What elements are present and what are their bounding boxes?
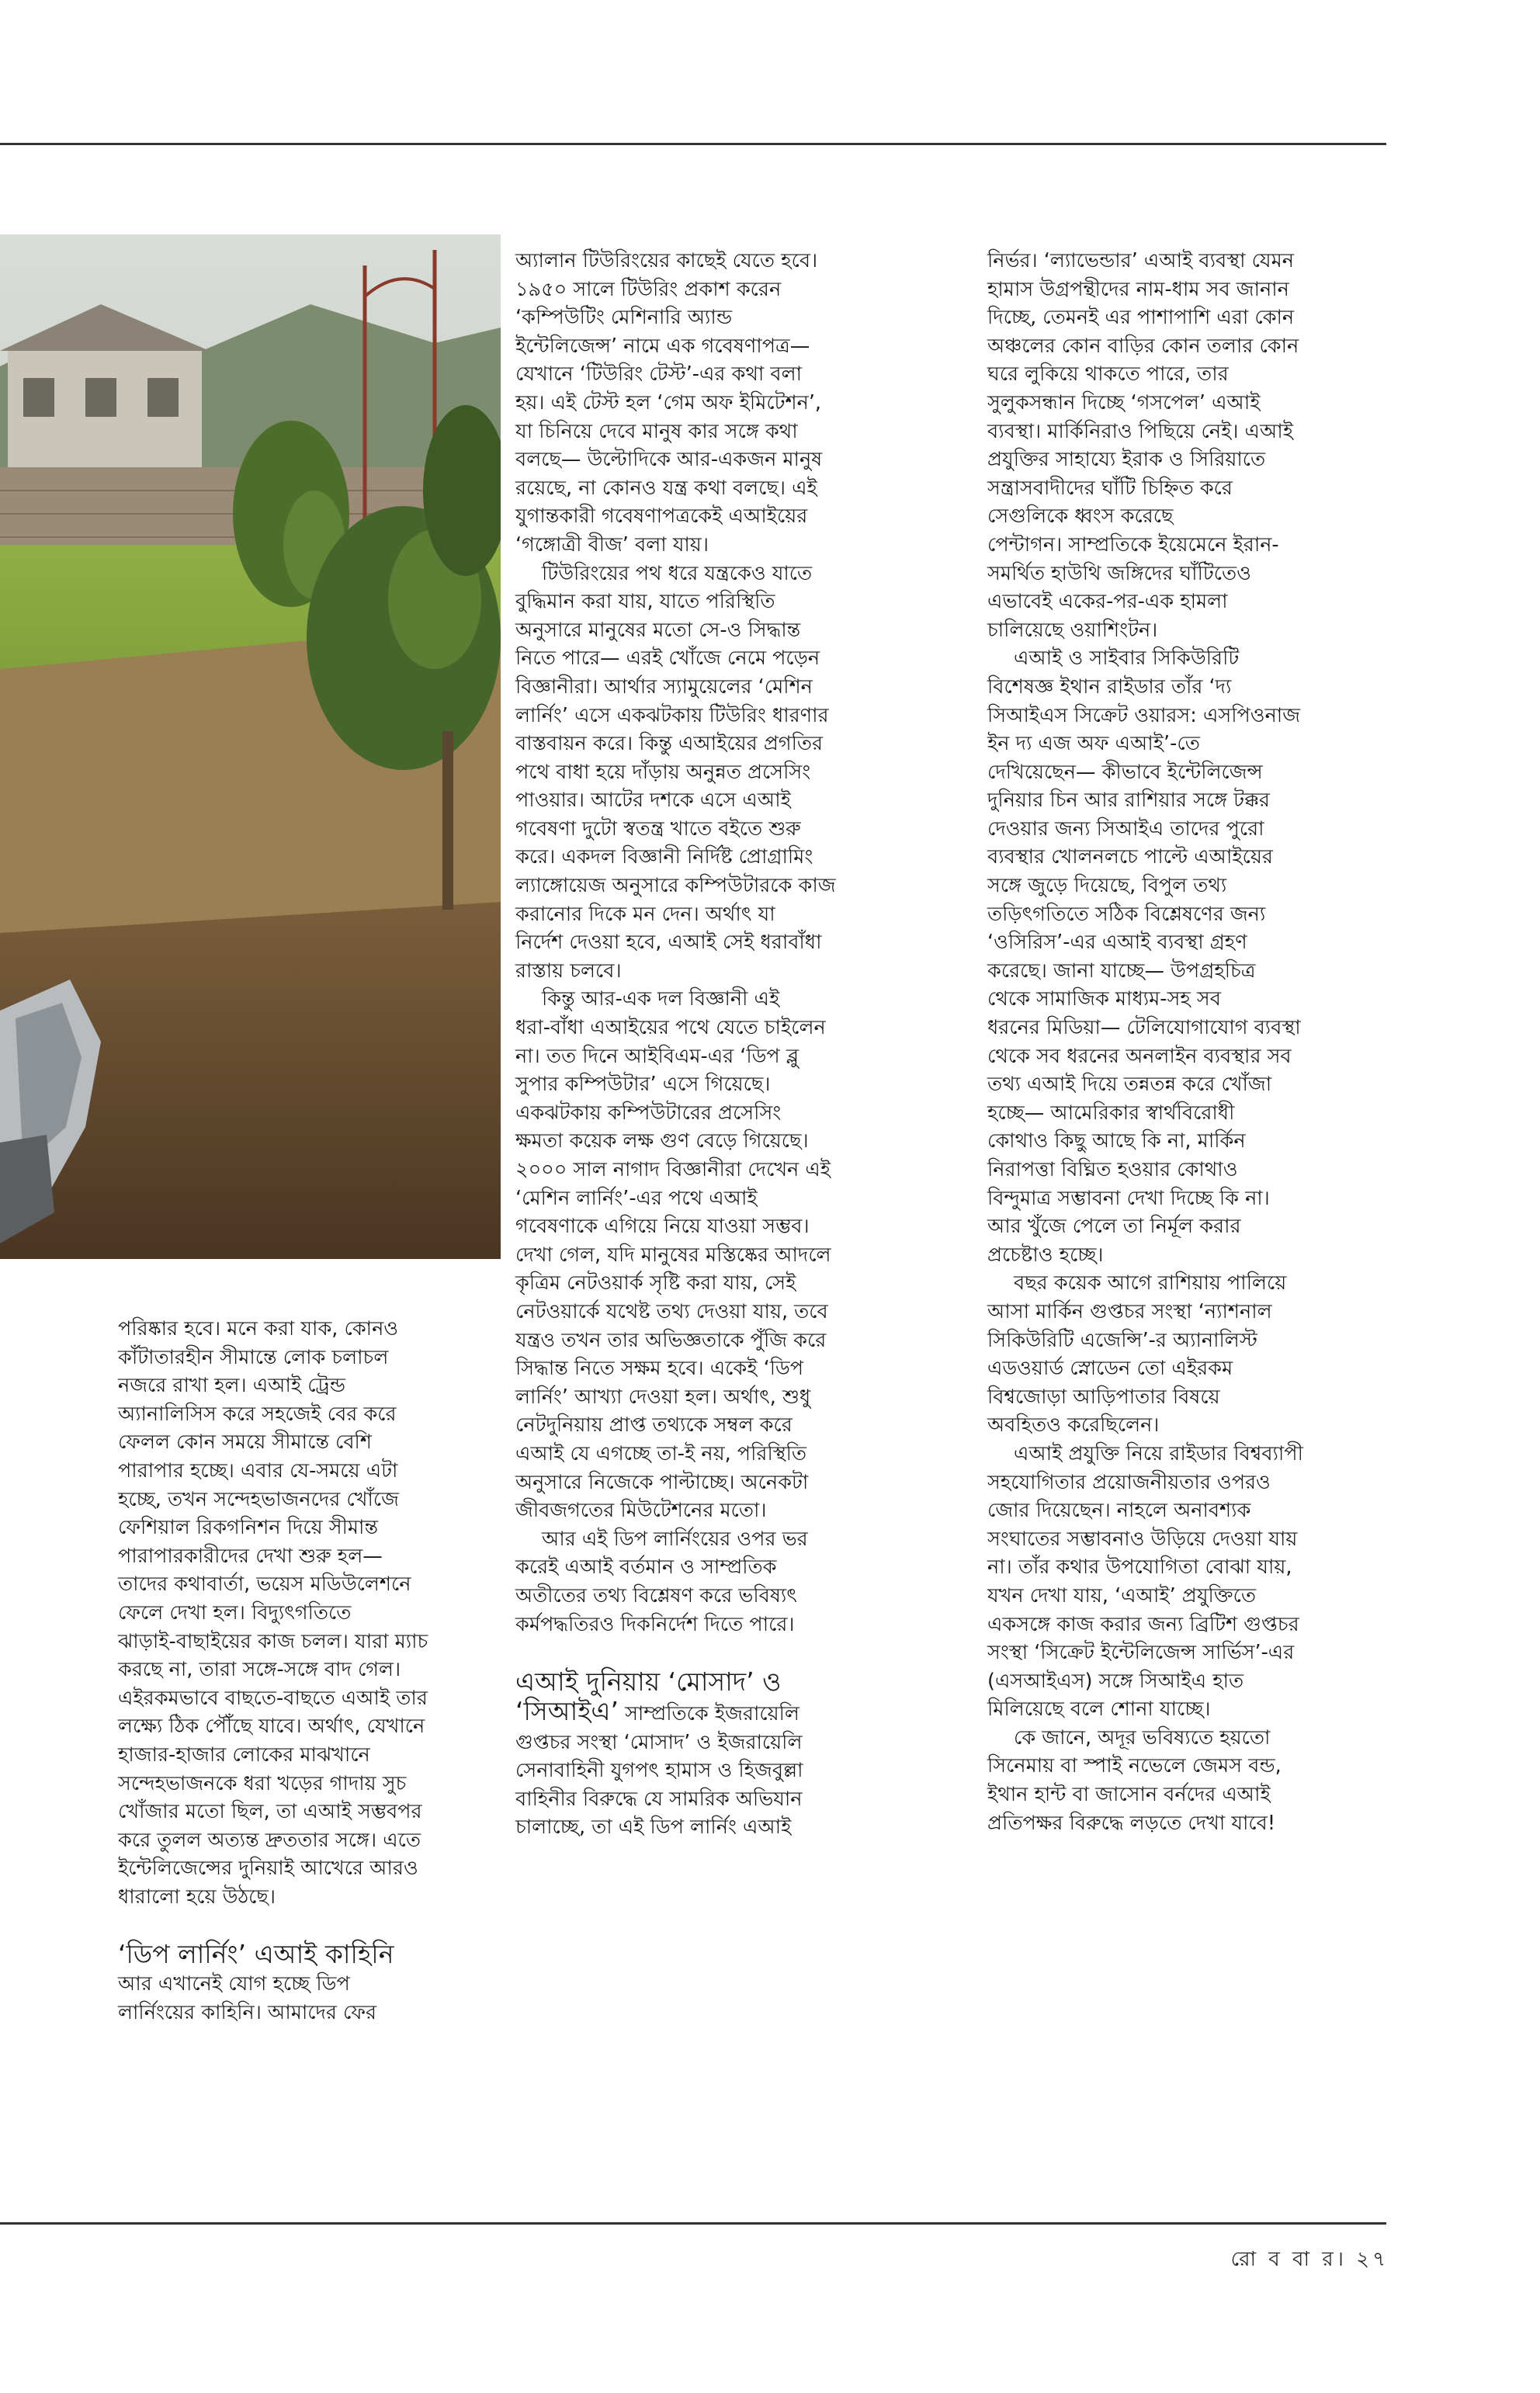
text-line: ঝাড়াই-বাছাইয়ের কাজ চলল। যারা ম্যাচ	[118, 1629, 428, 1653]
text-line: খোঁজার মতো ছিল, তা এআই সম্ভবপর	[118, 1800, 422, 1824]
text-line: ২০০০ সাল নাগাদ বিজ্ঞানীরা দেখেন এই	[515, 1158, 831, 1181]
text-line: বাস্তবায়ন করে। কিন্তু এআইয়ের প্রগতির	[515, 732, 824, 756]
text-line: পথে বাধা হয়ে দাঁড়ায় অনুন্নত প্রসেসিং	[515, 760, 811, 784]
text-line: সমর্থিত হাউথি জঙ্গিদের ঘাঁটিতেও	[987, 561, 1251, 585]
text-line: সিনেমায় বা স্পাই নভেলে জেমস বন্ড,	[987, 1754, 1282, 1778]
text-line: এআই প্রযুক্তি নিয়ে রাইডার বিশ্বব্যাপী	[1014, 1441, 1303, 1465]
text-line: ‘ওসিরিস’-এর এআই ব্যবস্থা গ্রহণ	[987, 931, 1247, 955]
text-line: যখন দেখা যায়, ‘এআই’ প্রযুক্তিতে	[987, 1583, 1256, 1607]
text-line: (এসআইএস) সঙ্গে সিআইএ হাত	[987, 1669, 1244, 1693]
text-line: পাওয়ার। আটের দশকে এসে এআই	[515, 789, 791, 813]
text-line: বলছে— উল্টোদিকে আর-একজন মানুষ	[515, 448, 823, 472]
text-line: অ্যানালিসিস করে সহজেই বের করে	[118, 1402, 397, 1426]
text-line: গুপ্তচর সংস্থা ‘মোসাদ’ ও ইজরায়েলি	[515, 1730, 803, 1754]
text-line: প্রচেষ্টাও হচ্ছে।	[987, 1243, 1104, 1267]
text-line: নির্দেশ দেওয়া হবে, এআই সেই ধরাবাঁধা	[515, 931, 822, 955]
text-line: কোথাও কিছু আছে কি না, মার্কিন	[987, 1129, 1246, 1153]
bottom-rule	[0, 2222, 1386, 2225]
column-right	[987, 247, 1406, 1837]
text-line: এভাবেই একের-পর-এক হামলা	[987, 590, 1228, 614]
section-heading-mossad-cia-cont: ‘সিআইএ’	[515, 1696, 619, 1727]
text-line: হচ্ছে, তখন সন্দেহভাজনদের খোঁজে	[118, 1487, 399, 1511]
text-line: কর্মপদ্ধতিরও দিকনির্দেশ দিতে পারে।	[515, 1612, 795, 1636]
text-line: করেছে। জানা যাচ্ছে— উপগ্রহচিত্র	[987, 959, 1256, 983]
text-line: সুলুকসন্ধান দিচ্ছে ‘গসপেল’ এআই	[987, 390, 1261, 414]
text-line: অতীতের তথ্য বিশ্লেষণ করে ভবিষ্যৎ	[515, 1583, 797, 1607]
text-line: সিআইএস সিক্রেট ওয়ারস: এসপিওনাজ	[987, 703, 1301, 727]
text-line: বিশ্বজোড়া আড়িপাতার বিষয়ে	[987, 1385, 1220, 1409]
text-line: গবেষণা দুটো স্বতন্ত্র খাতে বইতে শুরু	[515, 817, 801, 841]
text-line: কৃত্রিম নেটওয়ার্ক সৃষ্টি করা যায়, সেই	[515, 1271, 796, 1295]
text-line: অঞ্চলের কোন বাড়ির কোন তলার কোন	[987, 334, 1299, 358]
text-line: এইরকমভাবে বাছতে-বাছতে এআই তার	[118, 1686, 428, 1710]
text-line: বিশেষজ্ঞ ইথান রাইডার তাঁর ‘দ্য	[987, 675, 1232, 699]
text-line: বছর কয়েক আগে রাশিয়ায় পালিয়ে	[1014, 1271, 1287, 1295]
text-line: পারাপারকারীদের দেখা শুরু হল—	[118, 1544, 383, 1568]
text-line: ফেলে দেখা হল। বিদ্যুৎগতিতে	[118, 1601, 352, 1625]
text-line: হচ্ছে— আমেরিকার স্বার্থবিরোধী	[987, 1101, 1235, 1125]
text-line: অবহিতও করেছিলেন।	[987, 1413, 1160, 1438]
text-line: এআই ও সাইবার সিকিউরিটি	[1014, 647, 1240, 671]
text-line: দেখিয়েছেন— কীভাবে ইন্টেলিজেন্স	[987, 760, 1263, 784]
text-line: রয়েছে, না কোনও যন্ত্র কথা বলছে। এই	[515, 476, 817, 500]
text-line: তাদের কথাবার্তা, ভয়েস মডিউলেশনে	[118, 1573, 411, 1597]
text-line: কে জানে, অদূর ভবিষ্যতে হয়তো	[1014, 1725, 1271, 1750]
text-line: মিলিয়েছে বলে শোনা যাচ্ছে।	[987, 1698, 1211, 1722]
text-line: আর খুঁজে পেলে তা নির্মূল করার	[987, 1215, 1241, 1239]
text-line: নিতে পারে— এরই খোঁজে নেমে পড়েন	[515, 647, 820, 671]
text-line: যুগান্তকারী গবেষণাপত্রকেই এআইয়ের	[515, 505, 808, 529]
column-middle	[515, 247, 942, 1842]
text-line: করেই এআই বর্তমান ও সাম্প্রতিক	[515, 1555, 777, 1580]
text-line: ধরা-বাঁধা এআইয়ের পথে যেতে চাইলেন	[515, 1016, 826, 1040]
text-line: সন্ত্রাসবাদীদের ঘাঁটি চিহ্নিত করে	[987, 476, 1233, 500]
text-line: থেকে সব ধরনের অনলাইন ব্যবস্থার সব	[987, 1044, 1292, 1068]
text-line: বাহিনীর বিরুদ্ধে যে সামরিক অভিযান	[515, 1787, 803, 1811]
text-line: নেটওয়ার্কে যথেষ্ট তথ্য দেওয়া যায়, তবে	[515, 1299, 828, 1323]
text-line: সেনাবাহিনী যুগপৎ হামাস ও হিজবুল্লা	[515, 1759, 803, 1783]
text-line: তড়িৎগতিতে সঠিক বিশ্লেষণের জন্য	[987, 902, 1266, 926]
text-line: হাজার-হাজার লোকের মাঝখানে	[118, 1743, 370, 1767]
text-line: তথ্য এআই দিয়ে তন্নতন্ন করে খোঁজা	[987, 1073, 1272, 1097]
text-line: চালিয়েছে ওয়াশিংটন।	[987, 618, 1158, 642]
text-line: না। তত দিনে আইবিএম-এর ‘ডিপ ব্লু	[515, 1044, 799, 1068]
text-line: যন্ত্রও তখন তার অভিজ্ঞতাকে পুঁজি করে	[515, 1328, 827, 1352]
text-line: করে তুলল অত্যন্ত দ্রুততার সঙ্গে। এতে	[118, 1828, 421, 1852]
text-line: ‘কম্পিউটিং মেশিনারি অ্যান্ড	[515, 306, 733, 330]
text-line: সিদ্ধান্ত নিতে সক্ষম হবে। একেই ‘ডিপ	[515, 1357, 804, 1381]
text-line: ঘরে লুকিয়ে থাকতে পারে, তার	[987, 362, 1229, 387]
text-line: দিচ্ছে, তেমনই এর পাশাপাশি এরা কোন	[987, 306, 1295, 330]
column-left	[118, 1315, 467, 2027]
text-line: হয়। এই টেস্ট হল ‘গেম অফ ইমিটেশন’,	[515, 390, 822, 414]
text-line: আর এই ডিপ লার্নিংয়ের ওপর ভর	[542, 1527, 808, 1551]
top-rule	[0, 143, 1386, 145]
text-line: আসা মার্কিন গুপ্তচর সংস্থা ‘ন্যাশনাল	[987, 1299, 1272, 1323]
text-line: সংঘাতের সম্ভাবনাও উড়িয়ে দেওয়া যায়	[987, 1527, 1298, 1551]
text-line: দেখা গেল, যদি মানুষের মস্তিষ্কের আদলে	[515, 1243, 831, 1267]
text-line: দেওয়ার জন্য সিআইএ তাদের পুরো	[987, 817, 1264, 841]
text-line: সন্দেহভাজনকে ধরা খড়ের গাদায় সুচ	[118, 1771, 407, 1795]
text-line: বুদ্ধিমান করা যায়, যাতে পরিস্থিতি	[515, 590, 775, 614]
text-line: ‘মেশিন লার্নিং’-এর পথে এআই	[515, 1186, 758, 1210]
text-line: চালাচ্ছে, তা এই ডিপ লার্নিং এআই	[515, 1816, 792, 1840]
text-line: ১৯৫০ সালে টিউরিং প্রকাশ করেন	[515, 277, 782, 301]
text-line: করে। একদল বিজ্ঞানী নির্দিষ্ট প্রোগ্রামিং	[515, 845, 813, 869]
text-line: টিউরিংয়ের পথ ধরে যন্ত্রকেও যাতে	[542, 561, 813, 585]
text-line: লার্নিং’ এসে একঝটকায় টিউরিং ধারণার	[515, 703, 829, 727]
text-line: কিন্তু আর-এক দল বিজ্ঞানী এই	[542, 987, 780, 1011]
text-line: সংস্থা ‘সিক্রেট ইন্টেলিজেন্স সার্ভিস’-এর	[987, 1641, 1295, 1665]
text-line: একসঙ্গে কাজ করার জন্য ব্রিটিশ গুপ্তচর	[987, 1612, 1299, 1636]
text-line: সঙ্গে জুড়ে দিয়েছে, বিপুল তথ্য	[987, 874, 1227, 898]
text-line: সহযোগিতার প্রয়োজনীয়তার ওপরও	[987, 1470, 1271, 1494]
text-line: ধারালো হয়ে উঠছে।	[118, 1885, 276, 1909]
text-line: বিন্দুমাত্র সম্ভাবনা দেখা দিচ্ছে কি না।	[987, 1186, 1270, 1210]
text-line: জীবজগতের মিউটেশনের মতো।	[515, 1499, 767, 1523]
text-line: লার্নিং’ আখ্যা দেওয়া হল। অর্থাৎ, শুধু	[515, 1385, 811, 1409]
text-line: ইন্টেলিজেন্সের দুনিয়াই আখেরে আরও	[118, 1857, 418, 1881]
text-line: হামাস উগ্রপন্থীদের নাম-ধাম সব জানান	[987, 277, 1289, 301]
text-line: অ্যালান টিউরিংয়ের কাছেই যেতে হবে।	[515, 249, 818, 272]
text-line: বিজ্ঞানীরা। আর্থার স্যামুয়েলের ‘মেশিন	[515, 675, 813, 699]
text-line: ক্ষমতা কয়েক লক্ষ গুণ বেড়ে গিয়েছে।	[515, 1129, 809, 1153]
text-line: এআই যে এগচ্ছে তা-ই নয়, পরিস্থিতি	[515, 1441, 807, 1465]
text-line: ‘গঙ্গোত্রী বীজ’ বলা যায়।	[515, 532, 709, 557]
text-line: সুপার কম্পিউটার’ এসে গিয়েছে।	[515, 1073, 771, 1097]
text-line: ল্যাঙ্গোয়েজ অনুসারে কম্পিউটারকে কাজ	[515, 874, 836, 898]
text-line: সিকিউরিটি এজেন্সি’-র অ্যানালিস্ট	[987, 1328, 1257, 1352]
text-line: যেখানে ‘টিউরিং টেস্ট’-এর কথা বলা	[515, 362, 802, 387]
text-line: গবেষণাকে এগিয়ে নিয়ে যাওয়া সম্ভব।	[515, 1215, 810, 1239]
section-heading-deep-learning: ‘ডিপ লার্নিং’ এআই কাহিনি	[118, 1939, 394, 1970]
text-line: প্রতিপক্ষর বিরুদ্ধে লড়তে দেখা যাবে!	[987, 1811, 1276, 1835]
text-line: পেন্টাগন। সাম্প্রতিকে ইয়েমেনে ইরান-	[987, 532, 1279, 557]
text-line: ব্যবস্থা। মার্কিনিরাও পিছিয়ে নেই। এআই	[987, 419, 1293, 443]
text-line: নির্ভর। ‘ল্যাভেন্ডার’ এআই ব্যবস্থা যেমন	[987, 249, 1294, 272]
text-line: পরিষ্কার হবে। মনে করা যাক, কোনও	[118, 1317, 399, 1340]
text-line: যা চিনিয়ে দেবে মানুষ কার সঙ্গে কথা	[515, 419, 798, 443]
text-line: জোর দিয়েছেন। নাহলে অনাবশ্যক	[987, 1499, 1251, 1523]
text-line: রাস্তায় চলবে।	[515, 959, 622, 983]
text-line: লার্নিংয়ের কাহিনি। আমাদের ফের	[118, 2001, 377, 2025]
text-line: লক্ষ্যে ঠিক পৌঁছে যাবে। অর্থাৎ, যেখানে	[118, 1715, 425, 1739]
section-heading-mossad-cia: এআই দুনিয়ায় ‘মোসাদ’ ও	[515, 1666, 782, 1698]
text-line: ব্যবস্থার খোলনলচে পাল্টে এআইয়ের	[987, 845, 1273, 869]
page-folio: রো ব বা র। ২৭	[1230, 2248, 1389, 2271]
text-line: এডওয়ার্ড স্নোডেন তো এইরকম	[987, 1357, 1233, 1381]
text-line: কাঁটাতারহীন সীমান্তে লোক চলাচল	[118, 1345, 389, 1369]
text-line: নিরাপত্তা বিঘ্নিত হওয়ার কোথাও	[987, 1158, 1238, 1181]
text-line: একঝটকায় কম্পিউটারের প্রসেসিং	[515, 1101, 782, 1125]
text-line: করছে না, তারা সঙ্গে-সঙ্গে বাদ গেল।	[118, 1658, 401, 1682]
text-line: দুনিয়ার চিন আর রাশিয়ার সঙ্গে টক্কর	[987, 789, 1270, 813]
text-line: আর এখানেই যোগ হচ্ছে ডিপ	[118, 1972, 350, 1996]
text-line: ধরনের মিডিয়া— টেলিযোগাযোগ ব্যবস্থা	[987, 1016, 1301, 1040]
text-line: ফেলল কোন সময়ে সীমান্তে বেশি	[118, 1431, 372, 1455]
text-line: ফেশিয়াল রিকগনিশন দিয়ে সীমান্ত	[118, 1516, 379, 1540]
text-line: থেকে সামাজিক মাধ্যম-সহ সব	[987, 987, 1221, 1011]
text-line: পারাপার হচ্ছে। এবার যে-সময়ে এটা	[118, 1458, 398, 1483]
text-line: না। তাঁর কথার উপযোগিতা বোঝা যায়,	[987, 1555, 1292, 1580]
text-line: সেগুলিকে ধ্বংস করেছে	[987, 505, 1174, 529]
text-line: ইন্টেলিজেন্স’ নামে এক গবেষণাপত্র—	[515, 334, 810, 358]
text-line: ইন দ্য এজ অফ এআই’-তে	[987, 732, 1200, 756]
text-line: অনুসারে নিজেকে পাল্টাচ্ছে। অনেকটা	[515, 1470, 809, 1494]
garden-photo-icon	[0, 234, 501, 1259]
text-line: ইথান হান্ট বা জাসোন বর্নদের এআই	[987, 1783, 1271, 1807]
text-line: নেটদুনিয়ায় প্রাপ্ত তথ্যকে সম্বল করে	[515, 1413, 793, 1438]
garden-photo	[0, 234, 501, 1259]
text-line: করানোর দিকে মন দেন। অর্থাৎ যা	[515, 902, 775, 926]
text-line: প্রযুক্তির সাহায্যে ইরাক ও সিরিয়াতে	[987, 448, 1266, 472]
text-line: অনুসারে মানুষের মতো সে-ও সিদ্ধান্ত	[515, 618, 801, 642]
text-line: নজরে রাখা হল। এআই ট্রেন্ড	[118, 1374, 346, 1398]
text-line: সাম্প্রতিকে ইজরায়েলি	[618, 1702, 799, 1726]
